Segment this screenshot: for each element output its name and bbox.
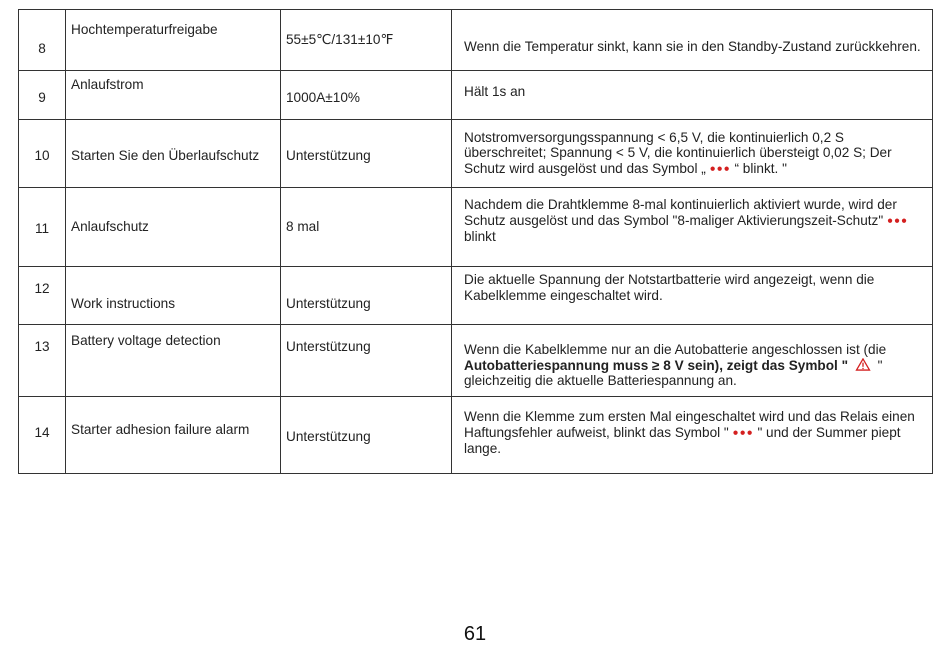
row-value: Unterstützung (281, 267, 452, 325)
spec-table (18, 9, 933, 474)
row-desc: Wenn die Klemme zum ersten Mal eingeschaltet wird und das Relais einen Haftungsfehler aufweist, blinkt das Symbol " ●●● " und der Summer piept lange. (452, 397, 933, 474)
page-number: 61 (463, 623, 487, 645)
row-value: 8 mal (281, 188, 452, 267)
row-name: Work instructions (66, 267, 281, 325)
row-number: 10 (19, 120, 66, 188)
row-desc: Nachdem die Drahtklemme 8-mal kontinuierlich aktiviert wurde, wird der Schutz ausgelöst und das Symbol "8-maliger Aktivierungszeit-Schutz" ●●● blinkt (452, 188, 933, 267)
red-dots-icon: ●●● (886, 215, 909, 227)
row-value: Unterstützung (281, 325, 452, 397)
table-row (19, 188, 933, 267)
table-row (19, 325, 933, 397)
row-desc: Wenn die Temperatur sinkt, kann sie in den Standby-Zustand zurückkehren. (452, 10, 933, 71)
red-dots-icon: ●●● (732, 427, 754, 439)
warning-triangle-icon (855, 358, 871, 371)
row-name: Hochtemperaturfreigabe (66, 10, 281, 71)
red-dots-icon: ●●● (709, 163, 731, 175)
table-row (19, 267, 933, 325)
row-value: Unterstützung (281, 120, 452, 188)
row-number: 11 (19, 188, 66, 267)
row-number: 8 (19, 10, 66, 71)
row-value: Unterstützung (281, 397, 452, 474)
table-row (19, 120, 933, 188)
table-row (19, 10, 933, 71)
row-value: 1000A±10% (281, 71, 452, 120)
row-number: 9 (19, 71, 66, 120)
row-number: 12 (19, 267, 66, 325)
row-value: 55±5℃/131±10℉ (281, 10, 452, 71)
row-number: 14 (19, 397, 66, 474)
row-name: Anlaufstrom (66, 71, 281, 120)
row-desc: Notstromversorgungsspannung < 6,5 V, die kontinuierlich 0,2 S überschreitet; Spannung < 5 V, die kontinuierlich übersteigt 0,02 S; Der Schutz wird ausgelöst und das Symbol „ ●●● “ blinkt. " (452, 120, 933, 188)
table-row (19, 71, 933, 120)
row-name: Anlaufschutz (66, 188, 281, 267)
row-name: Starter adhesion failure alarm (66, 397, 281, 474)
row-desc: Hält 1s an (452, 71, 933, 120)
table-row (19, 397, 933, 474)
row-desc: Wenn die Kabelklemme nur an die Autobatterie angeschlossen ist (die Autobatteriespannung muss ≥ 8 V sein), zeigt das Symbol " " gleichzeitig die aktuelle Batteriespannung an. (452, 325, 933, 397)
row-name: Battery voltage detection (66, 325, 281, 397)
row-desc: Die aktuelle Spannung der Notstartbatterie wird angezeigt, wenn die Kabelklemme eingeschaltet wird. (452, 267, 933, 325)
row-number: 13 (19, 325, 66, 397)
row-name: Starten Sie den Überlaufschutz (66, 120, 281, 188)
